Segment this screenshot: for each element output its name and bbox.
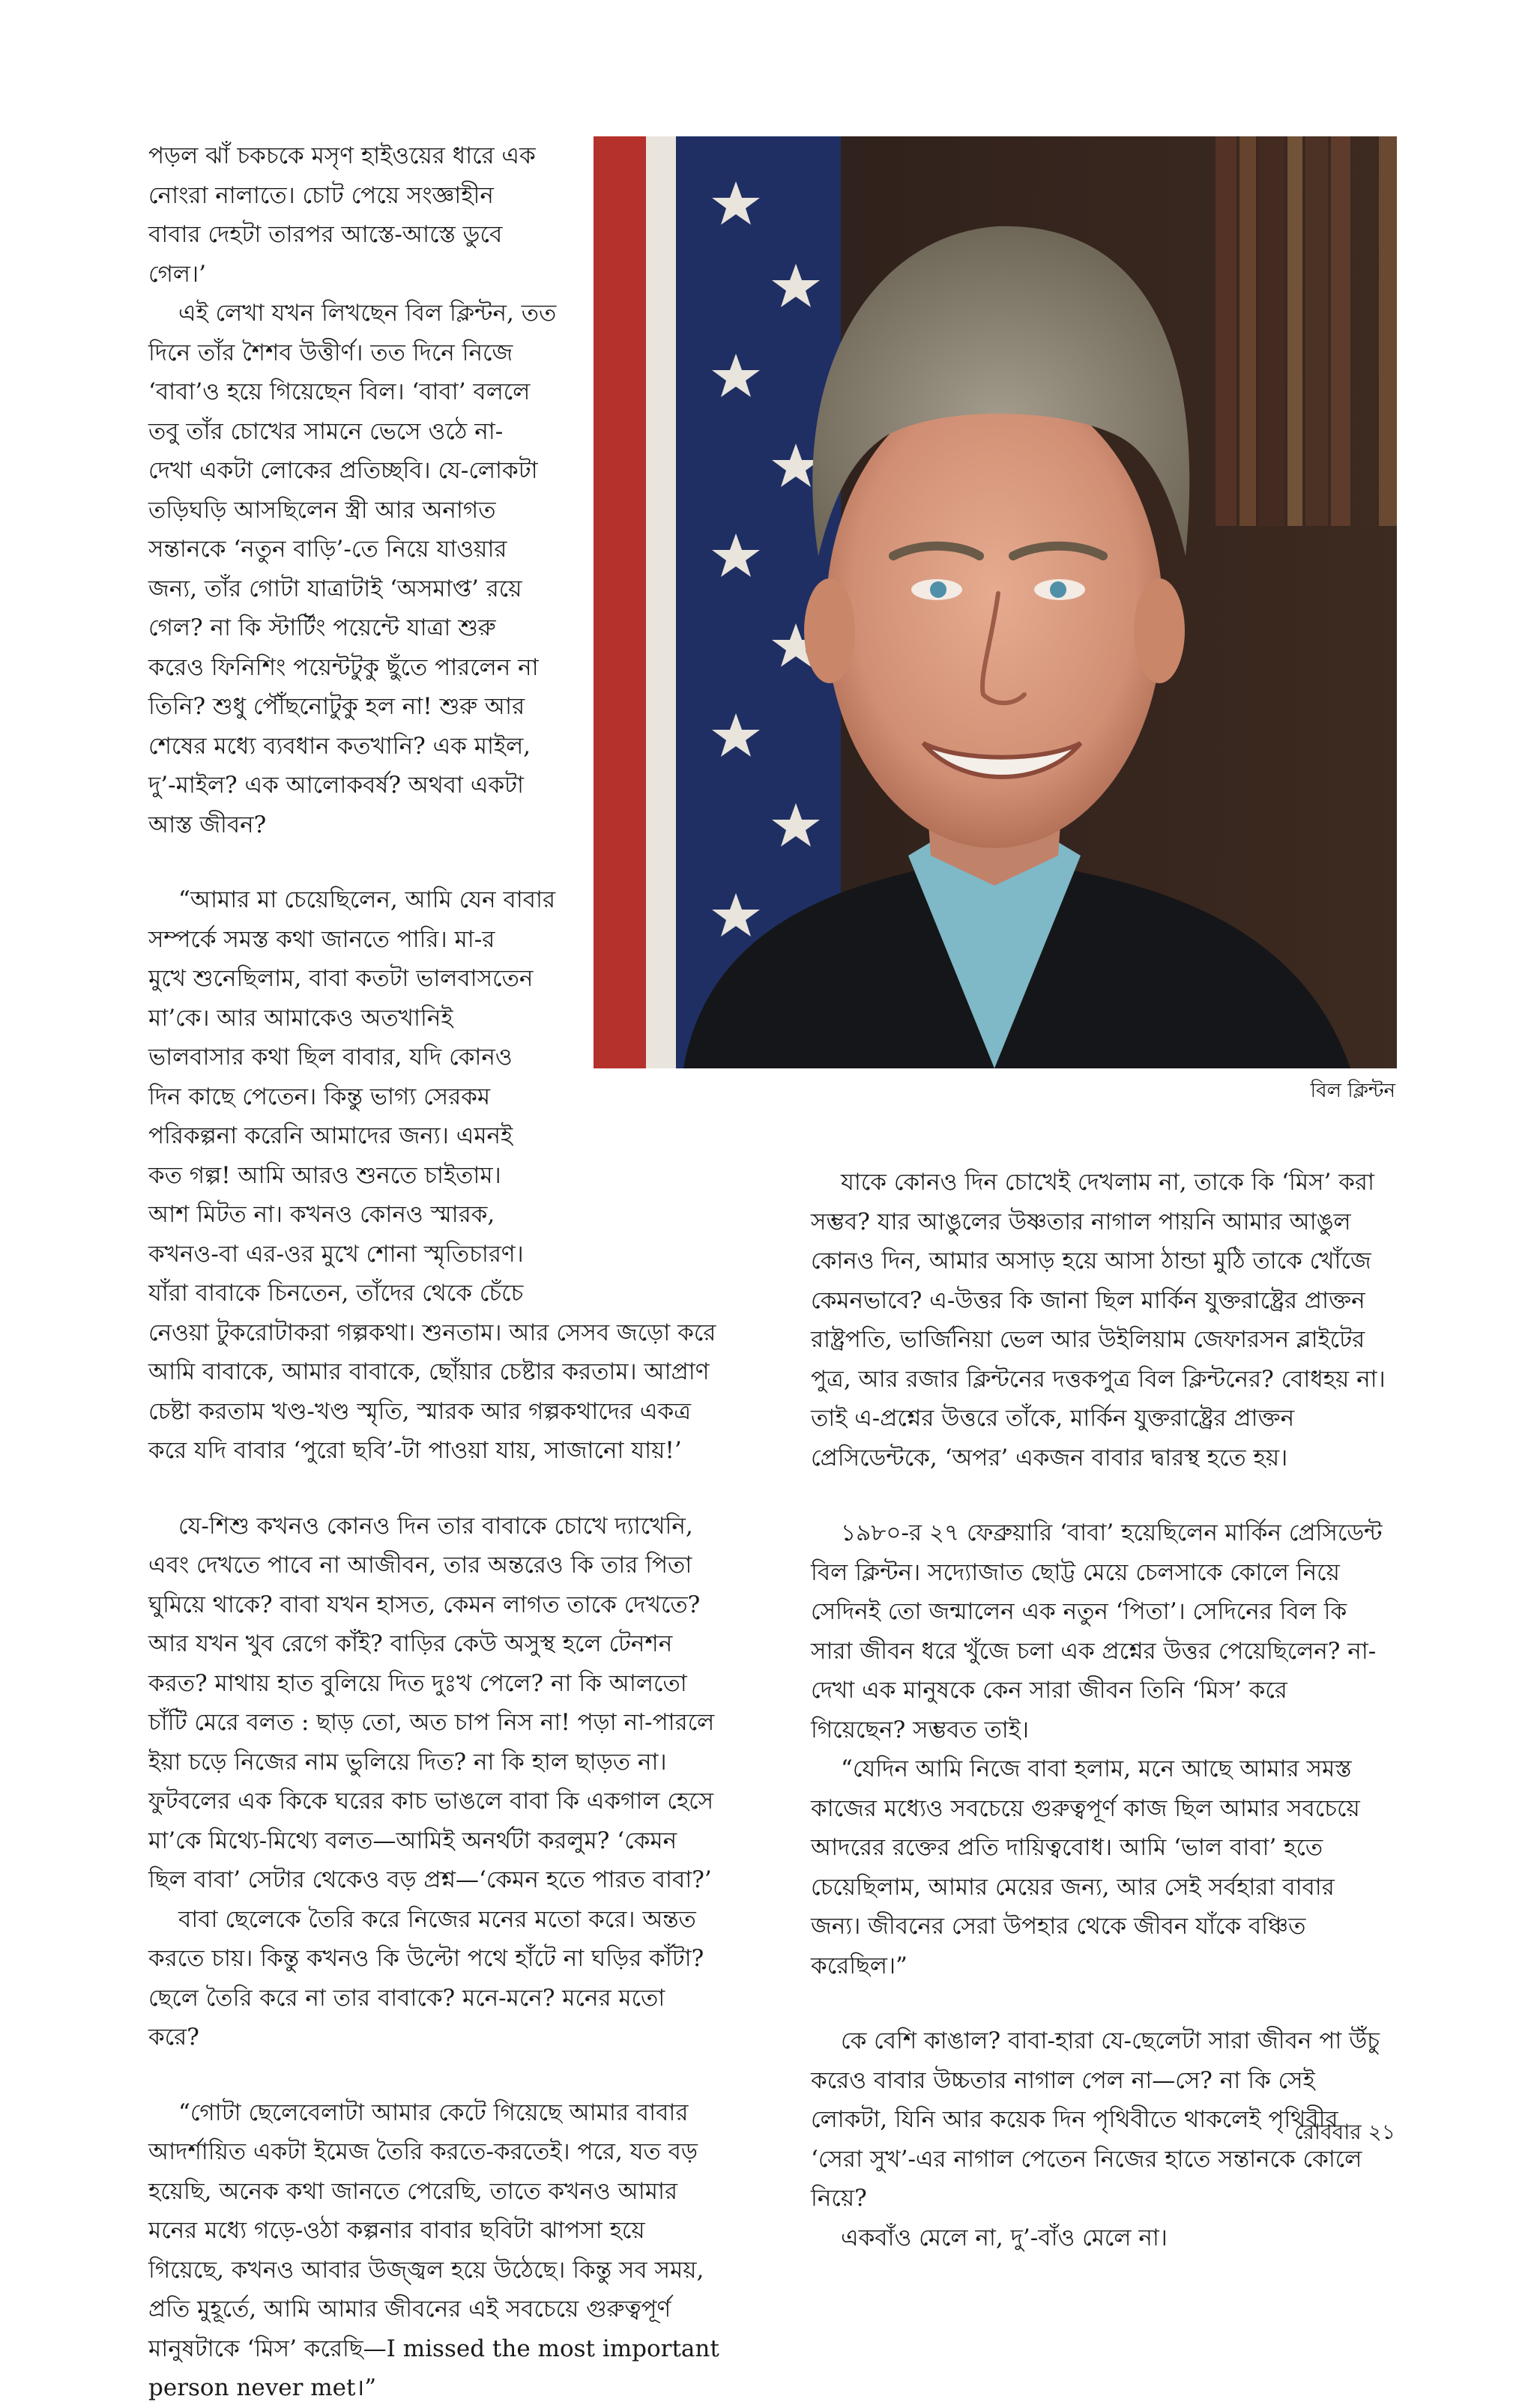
paragraph: ১৯৮০-র ২৭ ফেব্রুয়ারি ‘বাবা’ হয়েছিলেন মার্কিন প্রেসিডেন্ট বিল ক্লিন্টন। সদ্যোজাত ছোট্ট মেয়ে চেলসাকে কোলে নিয়ে সেদিনই তো জন্মালেন এক নতুন ‘পিতা’। সেদিনের বিল কি সারা জীবন ধরে খুঁজে চলা এক প্রশ্নের উত্তর পেয়েছিলেন? না- দেখা এক মানুষকে কেন সারা জীবন তিনি ‘মিস’ করে গিয়েছেন? সম্ভবত তাই। — [811, 1519, 1383, 1743]
paragraph: “আমার মা চেয়েছিলেন, আমি যেন বাবার সম্পর্কে সমস্ত কথা জানতে পারি। মা-র মুখে শুনেছিলাম, বাবা কতটা ভালবাসতেন মা’কে। আর আমাকেও অতখানিই ভালবাসার কথা ছিল বাবার, যদি কোনও দিন কাছে পেতেন। কিন্তু ভাগ্য সেরকম পরিকল্পনা করেনি আমাদের জন্য। এমনই কত গল্প! আমি আরও শুনতে চাইতাম। আশ মিটত না। কখনও কোনও স্মারক, কখনও-বা এর-ওর মুখে শোনা স্মৃতিচারণ। যাঁরা বাবাকে চিনতেন, তাঁদের থেকে চেঁচে নেওয়া টুকরোটাকরা গল্পকথা। শুনতাম। আর সেসব জড়ো করে আমি বাবাকে, আমার বাবাকে, ছোঁয়ার চেষ্টার করতাম। আপ্রাণ চেষ্টা করতাম খণ্ড-খণ্ড স্মৃতি, স্মারক আর গল্পকথাদের একত্র করে যদি বাবার ‘পুরো ছবি’-টা পাওয়া যায়, সাজানো যায়!’ — [148, 886, 716, 1464]
page-folio: রোববার ২১ — [1294, 2120, 1395, 2144]
portrait-illustration — [594, 136, 1397, 1068]
paragraph: “গোটা ছেলেবেলাটা আমার কেটে গিয়েছে আমার বাবার আদর্শায়িত একটা ইমেজ তৈরি করতে-করতেই। পরে, যত বড় হয়েছি, অনেক কথা জানতে পেরেছি, তাতে কখনও আমার মনের মধ্যে গড়ে-ওঠা কল্পনার বাবার ছবিটা ঝাপসা হয়ে গিয়েছে, কখনও আবার উজ্জ্বল হয়ে উঠেছে। কিন্তু সব সময়, প্রতি মুহূর্তে, আমি আমার জীবনের এই সবচেয়ে গুরুত্বপূর্ণ মানুষটাকে ‘মিস’ করেছি—I missed the most important person never met।” — [148, 2099, 719, 2401]
paragraph: একবাঁও মেলে না, দু’-বাঁও মেলে না। — [841, 2224, 1168, 2251]
paragraph: যাকে কোনও দিন চোখেই দেখলাম না, তাকে কি ‘মিস’ করা সম্ভব? যার আঙুলের উষ্ণতার নাগাল পায়নি আমার আঙুল কোনও দিন, আমার অসাড় হয়ে আসা ঠান্ডা মুঠি তাকে খোঁজে কেমনভাবে? এ-উত্তর কি জানা ছিল মার্কিন যুক্তরাষ্ট্রের প্রাক্তন রাষ্ট্রপতি, ভার্জিনিয়া ভেল আর উইলিয়াম জেফারসন ব্লাইটের পুত্র, আর রজার ক্লিন্টনের দত্তকপুত্র বিল ক্লিন্টনের? বোধহয় না। তাই এ-প্রশ্নের উত্তরে তাঁকে, মার্কিন যুক্তরাষ্ট্রের প্রাক্তন প্রেসিডেন্টকে, ‘অপর’ একজন বাবার দ্বারস্থ হতে হয়। — [811, 1169, 1386, 1471]
paragraph: বাবা ছেলেকে তৈরি করে নিজের মনের মতো করে। অন্তত করতে চায়। কিন্তু কখনও কি উল্টো পথে হাঁটে না ঘড়ির কাঁটা? ছেলে তৈরি করে না তার বাবাকে? মনে-মনে? মনের মতো করে? — [148, 1905, 704, 2051]
paragraph: “যেদিন আমি নিজে বাবা হলাম, মনে আছে আমার সমস্ত কাজের মধ্যেও সবচেয়ে গুরুত্বপূর্ণ কাজ ছিল আমার সবচেয়ে আদরের রক্তের প্রতি দায়িত্ববোধ। আমি ‘ভাল বাবা’ হতে চেয়েছিলাম, আমার মেয়ের জন্য, আর সেই সর্বহারা বাবার জন্য। জীবনের সেরা উপহার থেকে জীবন যাঁকে বঞ্চিত করেছিল।” — [811, 1755, 1360, 1979]
paragraph: এই লেখা যখন লিখছেন বিল ক্লিন্টন, তত দিনে তাঁর শৈশব উত্তীর্ণ। তত দিনে নিজে ‘বাবা’ও হয়ে গিয়েছেন বিল। ‘বাবা’ বললে তবু তাঁর চোখের সামনে ভেসে ওঠে না- দেখা একটা লোকের প্রতিচ্ছবি। যে-লোকটা তড়িঘড়ি আসছিলেন স্ত্রী আর অনাগত সন্তানকে ‘নতুন বাড়ি’-তে নিয়ে যাওয়ার জন্য, তাঁর গোটা যাত্রাটাই ‘অসমাপ্ত’ রয়ে গেল? না কি স্টার্টিং পয়েন্টে যাত্রা শুরু করেও ফিনিশিং পয়েন্টটুকু ছুঁতে পারলেন না তিনি? শুধু পৌঁছনোটুকু হল না! শুরু আর শেষের মধ্যে ব্যবধান কতখানি? এক মাইল, দু’-মাইল? এক আলোকবর্ষ? অথবা একটা আস্ত জীবন? — [148, 300, 557, 838]
paragraph: কে বেশি কাঙাল? বাবা-হারা যে-ছেলেটা সারা জীবন পা উঁচু করেও বাবার উচ্চতার নাগাল পেল না—সে? না কি সেই লোকটা, যিনি আর কয়েক দিন পৃথিবীতে থাকলেই পৃথিবীর ‘সেরা সুখ’-এর নাগাল পেতেন নিজের হাতে সন্তানকে কোলে নিয়ে? — [811, 2027, 1380, 2212]
right-column — [811, 1163, 1403, 2257]
portrait-photo — [594, 136, 1397, 1068]
paragraph: পড়ল ঝাঁ চকচকে মসৃণ হাইওয়ের ধারে এক নোংরা নালাতে। চোট পেয়ে সংজ্ঞাহীন বাবার দেহটা তারপর আস্তে-আস্তে ডুবে গেল।’ — [148, 142, 536, 288]
paragraph: যে-শিশু কখনও কোনও দিন তার বাবাকে চোখে দ্যাখেনি, এবং দেখতে পাবে না আজীবন, তার অন্তরেও কি তার পিতা ঘুমিয়ে থাকে? বাবা যখন হাসত, কেমন লাগত তাকে দেখতে? আর যখন খুব রেগে কাঁই? বাড়ির কেউ অসুস্থ হলে টেনশন করত? মাথায় হাত বুলিয়ে দিত দুঃখ পেলে? না কি আলতো চাঁটি মেরে বলত : ছাড় তো, অত চাপ নিস না! পড়া না-পারলে ইয়া চড়ে নিজের নাম ভুলিয়ে দিত? না কি হাল ছাড়ত না। ফুটবলের এক কিকে ঘরের কাচ ভাঙলে বাবা কি একগাল হেসে মা’কে মিথ্যে-মিথ্যে বলত—আমিই অনর্থটা করলুম? ‘কেমন ছিল বাবা’ সেটার থেকেও বড় প্রশ্ন—‘কেমন হতে পারত বাবা?’ — [148, 1512, 715, 1893]
photo-caption: বিল ক্লিন্টন — [1310, 1080, 1395, 1102]
